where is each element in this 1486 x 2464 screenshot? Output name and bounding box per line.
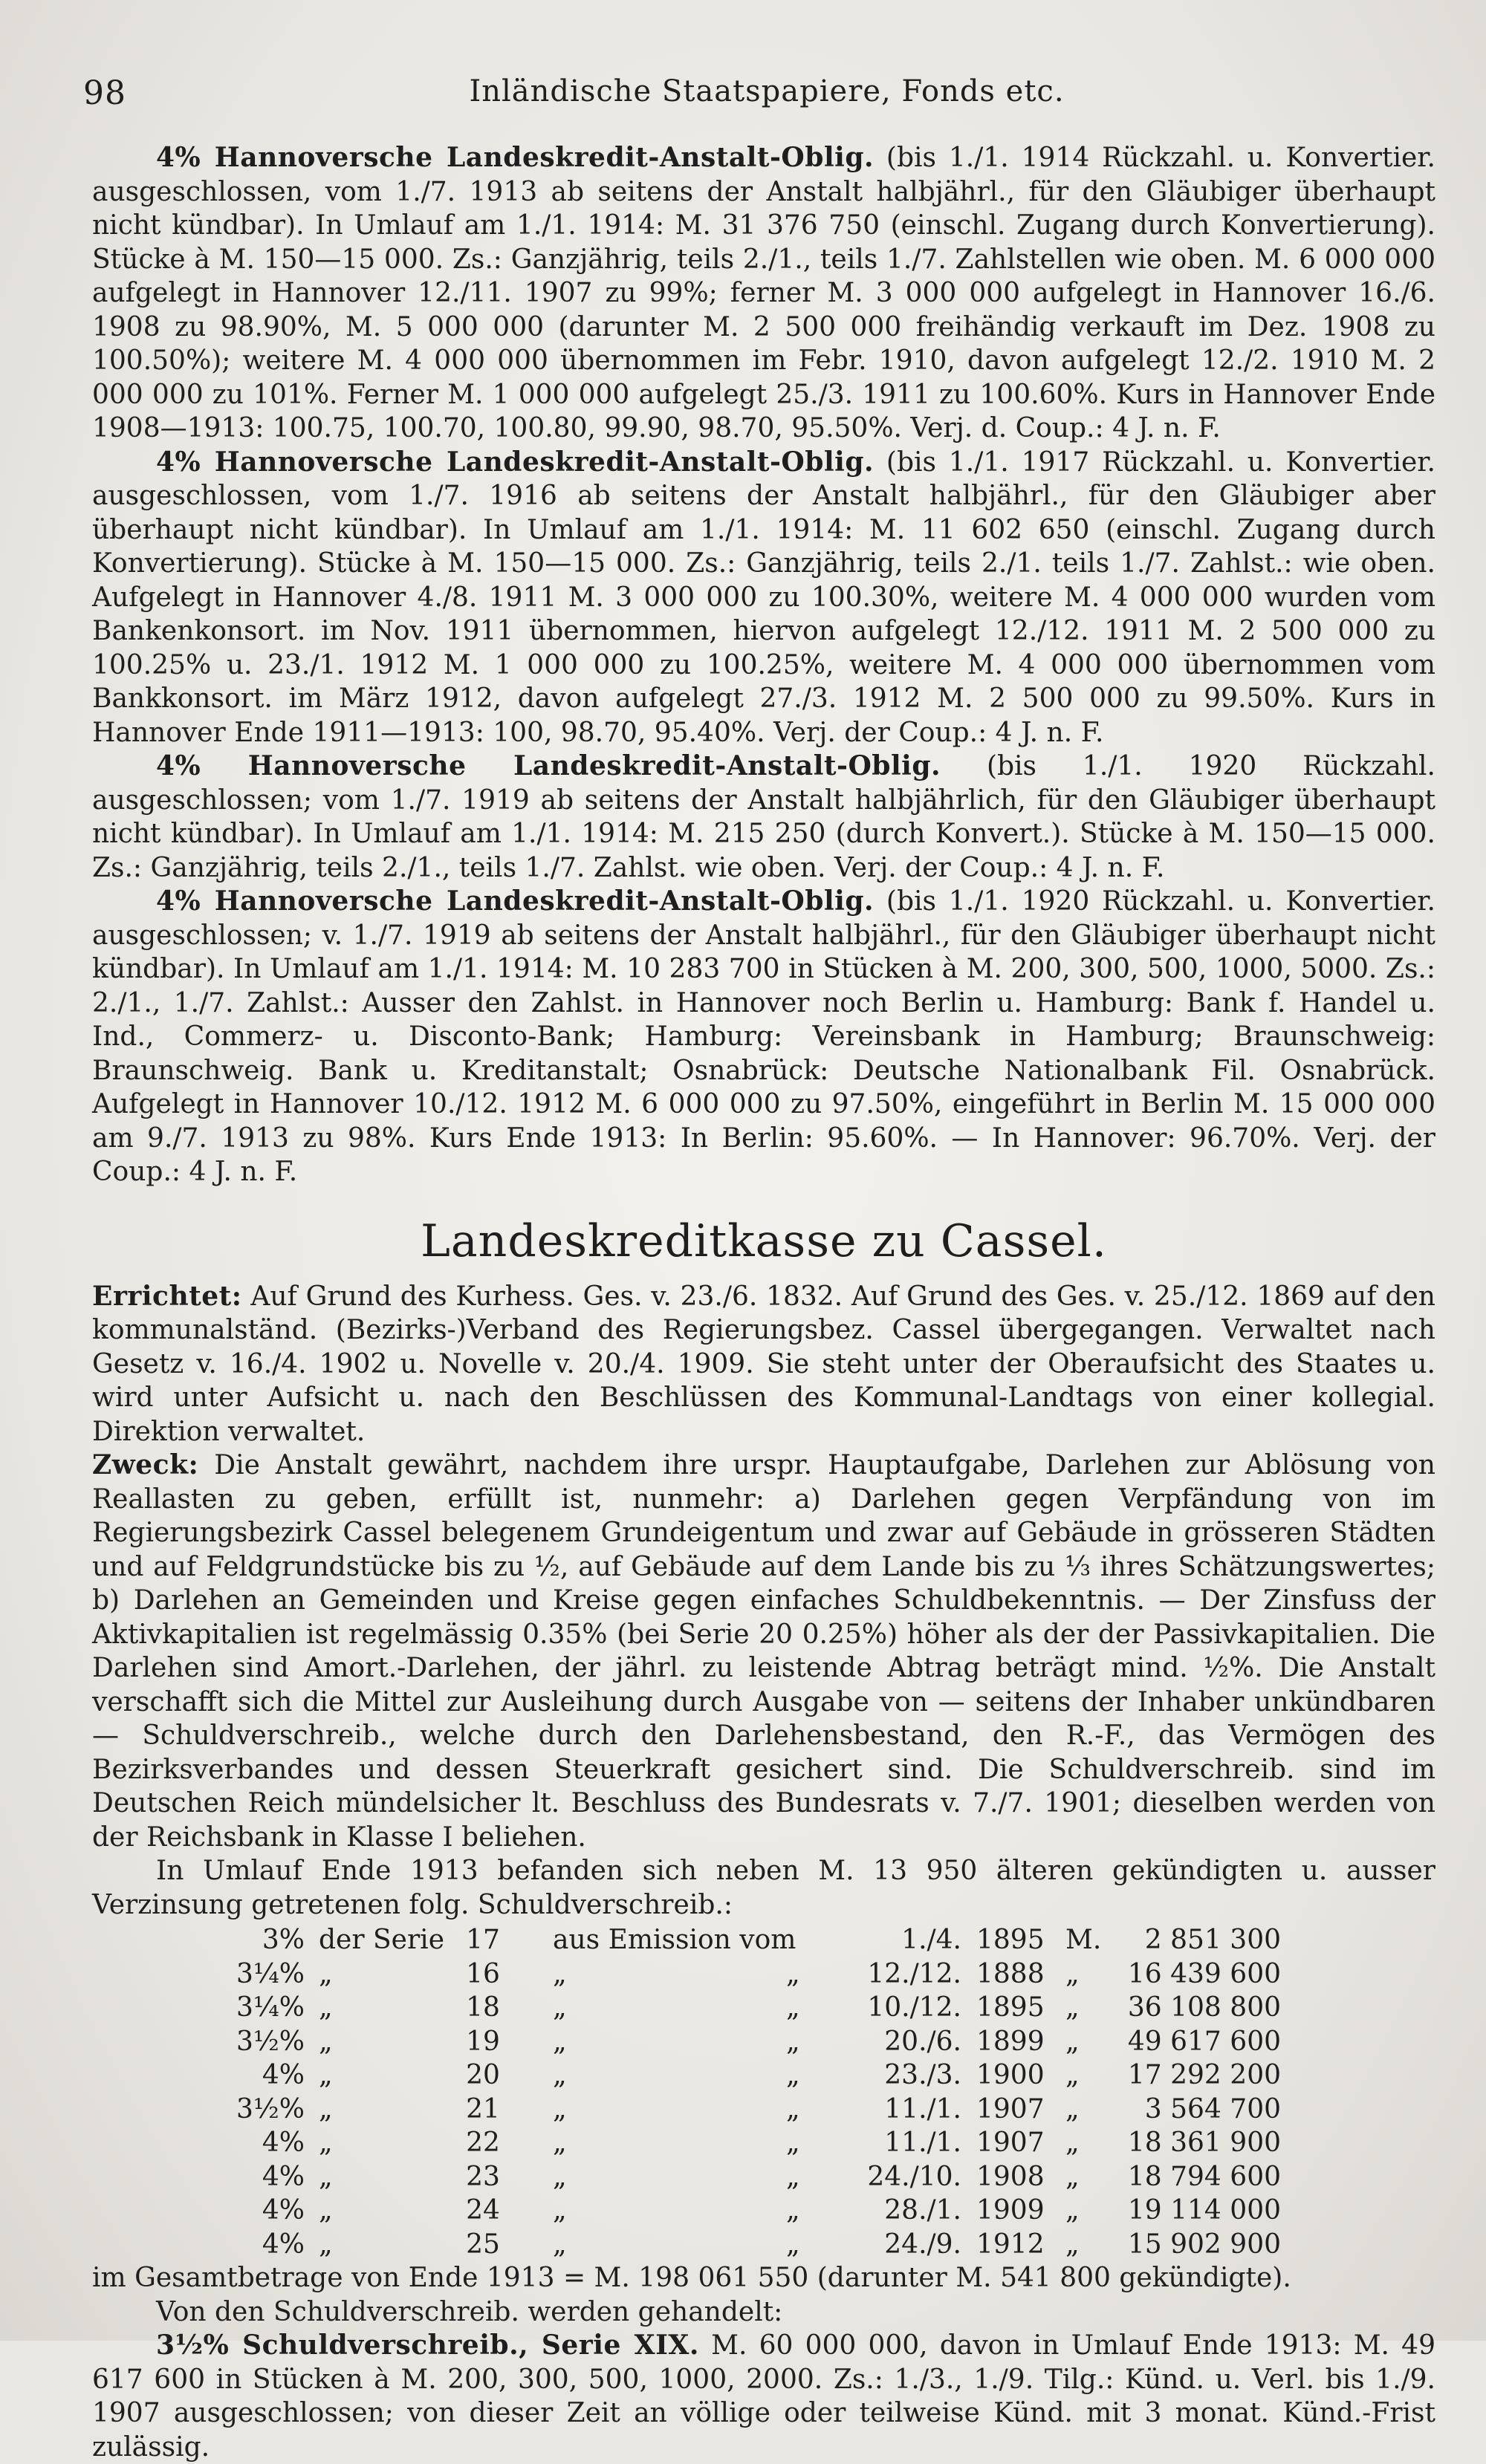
running-title: Inländische Staatspapiere, Fonds etc. [469,74,1065,108]
emission-date: 24./9. [884,2229,961,2260]
entry-paragraph [92,141,1435,446]
emission-year: 1899 [976,2026,1045,2057]
entry-body: (bis 1./1. 1917 Rückzahl. u. Konvertier. ausgeschlossen, vom 1./7. 1916 ab seitens der Anstalt halbjährl., für den Gläubiger aber überhaupt nicht kündbar). In Umlauf am 1./1. 1914: M. 11 602 650 (einschl. Zugang durch Konvertierung). Stücke à M. 150—15 000. Zs.: Ganzjährig, teils 2./1. teils 1./7. Zahlst.: wie oben. Aufgelegt in Hannover 4./8. 1911 M. 3 000 000 zu 100.30%, weitere M. 4 000 000 wurden vom Bankenkonsort. im Nov. 1911 übernommen, hiervon aufgelegt 12./12. 1911 M. 2 500 000 zu 100.25% u. 23./1. 1912 M. 1 000 000 zu 100.25%, weitere M. 4 000 000 übernommen vom Bankkonsort. im März 1912, davon aufgelegt 27./3. 1912 M. 2 500 000 zu 99.50%. Kurs in Hannover Ende 1911—1913: 100, 98.70, 95.40%. Verj. der Coup.: 4 J. n. F. [92,446,1435,748]
emission-date: 12./12. [867,1958,961,1989]
emission-source: „ [553,1992,567,2023]
emission-row [92,2093,1435,2127]
emission-ditto: „ [786,2161,800,2192]
emission-year: 1895 [976,1992,1045,2023]
emission-ditto: „ [786,2127,800,2158]
emission-source: „ [553,2127,567,2158]
emission-row [92,2228,1435,2262]
emission-source: „ [553,2161,567,2192]
emission-rate: 3% [262,1925,305,1955]
entry-title: 4% Hannoversche Landeskredit-Anstalt-Oblig. [156,750,941,781]
emission-rate: 4% [262,2195,305,2226]
emission-source: „ [553,2060,567,2090]
emission-ditto: „ [786,2195,800,2226]
serie19-paragraph [92,2329,1435,2464]
emission-currency: „ [1065,2127,1080,2158]
emission-ditto: „ [786,2060,800,2090]
entry-body: (bis 1./1. 1920 Rückzahl. ausgeschlossen; vom 1./7. 1919 ab seitens der Anstalt halbjährlich, für den Gläubiger überhaupt nicht kündbar). In Umlauf am 1./1. 1914: M. 215 250 (durch Konvert.). Stücke à M. 150—15 000. Zs.: Ganzjährig, teils 2./1., teils 1./7. Zahlst. wie oben. Verj. der Coup.: 4 J. n. F. [92,751,1435,883]
emission-row [92,1957,1435,1992]
emission-serie-word: „ [319,1992,333,2023]
emission-rate: 4% [262,2229,305,2260]
emission-year: 1907 [976,2093,1045,2125]
emission-serie-number: 19 [466,2026,500,2057]
errichtet-paragraph [92,1280,1435,1449]
emission-year: 1908 [976,2161,1045,2192]
running-head [83,74,1450,119]
section-heading: Landeskreditkasse zu Cassel. [421,1215,1107,1267]
emissions-table [92,1923,1435,2261]
page-number: 98 [83,74,126,112]
emission-date: 11./1. [884,2093,961,2125]
emission-source: „ [553,2229,567,2260]
emission-ditto: „ [786,1992,800,2023]
emission-currency: M. [1065,1925,1102,1955]
emission-amount: 16 439 600 [1127,1958,1281,1989]
emission-amount: 15 902 900 [1127,2229,1281,2260]
entry-title: 4% Hannoversche Landeskredit-Anstalt-Oblig. [156,142,875,173]
emission-rate: 4% [262,2161,305,2192]
errichtet-text: Auf Grund des Kurhess. Ges. v. 23./6. 1832. Auf Grund des Ges. v. 25./12. 1869 auf den kommunalständ. (Bezirks-)Verband des Regierungsbez. Cassel übergegangen. Verwaltet nach Gesetz v. 16./4. 1902 u. Novelle v. 20./4. 1909. Sie steht unter der Oberaufsicht des Staates u. wird unter Aufsicht u. nach den Beschlüssen des Kommunal-Landtags von einer kollegial. Direktion verwaltet. [92,1281,1435,1447]
emission-row [92,1991,1435,2025]
entry-body: (bis 1./1. 1914 Rückzahl. u. Konvertier. ausgeschlossen, vom 1./7. 1913 ab seitens der Anstalt halbjährl., für den Gläubiger überhaupt nicht kündbar). In Umlauf am 1./1. 1914: M. 31 376 750 (einschl. Zugang durch Konvertierung). Stücke à M. 150—15 000. Zs.: Ganzjährig, teils 2./1., teils 1./7. Zahlstellen wie oben. M. 6 000 000 aufgelegt in Hannover 12./11. 1907 zu 99%; ferner M. 3 000 000 aufgelegt in Hannover 16./6. 1908 zu 98.90%, M. 5 000 000 (darunter M. 2 500 000 freihändig verkauft im Dez. 1908 zu 100.50%); weitere M. 4 000 000 übernommen im Febr. 1910, davon aufgelegt 12./2. 1910 M. 2 000 000 zu 101%. Ferner M. 1 000 000 aufgelegt 25./3. 1911 zu 100.60%. Kurs in Hannover Ende 1908—1913: 100.75, 100.70, 100.80, 99.90, 98.70, 95.50%. Verj. d. Coup.: 4 J. n. F. [92,143,1435,443]
emission-rate: 3¼% [236,1958,305,1989]
emission-source: „ [553,2195,567,2226]
entry-paragraph [92,885,1435,1189]
entry-paragraph [92,750,1435,885]
emission-source: „ [553,2026,567,2057]
emission-date: 10./12. [867,1992,961,2023]
zweck-label: Zweck: [92,1449,199,1480]
emission-ditto: „ [786,1958,800,1989]
emission-date: 11./1. [884,2127,961,2158]
emission-currency: „ [1065,2093,1080,2125]
emission-serie-number: 25 [466,2229,500,2260]
emission-serie-word: „ [319,2195,333,2226]
zweck-paragraph [92,1449,1435,1854]
emission-rate: 3½% [236,2026,305,2057]
behandelt-text: Von den Schuldverschreib. werden gehandelt: [156,2296,783,2327]
emission-year: 1912 [976,2229,1045,2260]
emission-amount: 19 114 000 [1127,2195,1281,2226]
emission-rate: 3¼% [236,1992,305,2023]
emission-date: 24./10. [867,2161,961,2192]
emission-serie-number: 24 [466,2195,500,2226]
emission-amount: 2 851 300 [1144,1925,1281,1955]
emission-currency: „ [1065,2026,1080,2057]
emission-year: 1888 [976,1958,1045,1989]
emission-serie-word: „ [319,2229,333,2260]
serie19-title: 3½% Schuldverschreib., Serie XIX. [156,2330,699,2361]
emission-rate: 4% [262,2127,305,2158]
emission-serie-number: 21 [466,2093,500,2125]
emission-source: „ [553,2093,567,2125]
emission-serie-number: 22 [466,2127,500,2158]
emission-amount: 49 617 600 [1127,2026,1281,2057]
errichtet-label: Errichtet: [92,1280,242,1312]
emission-source: „ [553,1958,567,1989]
emission-serie-number: 23 [466,2161,500,2192]
emission-currency: „ [1065,2195,1080,2226]
emission-row [92,2160,1435,2194]
emission-year: 1909 [976,2195,1045,2226]
emission-year: 1900 [976,2060,1045,2090]
emission-ditto: „ [786,2229,800,2260]
emission-year: 1907 [976,2127,1045,2158]
emission-serie-number: 16 [466,1958,500,1989]
emission-row [92,2058,1435,2093]
emission-serie-number: 17 [466,1925,500,1955]
emission-amount: 18 794 600 [1127,2161,1281,2192]
emission-amount: 36 108 800 [1127,1992,1281,2023]
emission-currency: „ [1065,2060,1080,2090]
entry-paragraph [92,446,1435,750]
emission-serie-number: 18 [466,1992,500,2023]
emission-date: 1./4. [901,1925,961,1955]
emission-currency: „ [1065,2229,1080,2260]
umlauf-intro: In Umlauf Ende 1913 befanden sich neben M. 13 950 älteren gekündigten u. ausser Verzinsung getretenen folg. Schuldverschreib.: [92,1856,1435,1920]
emission-currency: „ [1065,2161,1080,2192]
emission-rate: 4% [262,2060,305,2090]
emission-row [92,2025,1435,2059]
emission-ditto: „ [786,2093,800,2125]
emission-amount: 17 292 200 [1127,2060,1281,2090]
entry-body: (bis 1./1. 1920 Rückzahl. u. Konvertier. ausgeschlossen; v. 1./7. 1919 ab seitens der Anstalt halbjährl., für den Gläubiger überhaupt nicht kündbar). In Umlauf am 1./1. 1914: M. 10 283 700 in Stücken à M. 200, 300, 500, 1000, 5000. Zs.: 2./1., 1./7. Zahlst.: Ausser den Zahlst. in Hannover noch Berlin u. Hamburg: Bank f. Handel u. Ind., Commerz- u. Disconto-Bank; Hamburg: Vereinsbank in Hamburg; Braunschweig: Braunschweig. Bank u. Kreditanstalt; Osnabrück: Deutsche Nationalbank Fil. Osnabrück. Aufgelegt in Hannover 10./12. 1912 M. 6 000 000 zu 97.50%, eingeführt in Berlin M. 15 000 000 am 9./7. 1913 zu 98%. Kurs Ende 1913: In Berlin: 95.60%. — In Hannover: 96.70%. Verj. der Coup.: 4 J. n. F. [92,886,1435,1187]
zweck-text: Die Anstalt gewährt, nachdem ihre urspr. Hauptaufgabe, Darlehen zur Ablösung von Reallasten zu geben, erfüllt ist, nunmehr: a) Darlehen gegen Verpfändung von im Regierungsbezirk Cassel belegenem Grundeigentum und zwar auf Gebäude in grösseren Städten und auf Feldgrundstücke bis zu ½, auf Gebäude auf dem Lande bis zu ⅓ ihres Schätzungswertes; b) Darlehen an Gemeinden und Kreise gegen einfaches Schuldbekenntnis. — Der Zinsfuss der Aktivkapitalien ist regelmässig 0.35% (bei Serie 20 0.25%) höher als der der Passivkapitalien. Die Darlehen sind Amort.-Darlehen, der jährl. zu leistende Abtrag beträgt mind. ½%. Die Anstalt verschafft sich die Mittel zur Ausleihung durch Ausgabe von — seitens der Inhaber unkündbaren — Schuldverschreib., welche durch den Darlehensbestand, den R.-F., das Vermögen des Bezirksverbandes und dessen Steuerkraft gesichert sind. Die Schuldverschreib. sind im Deutschen Reich mündelsicher lt. Beschluss des Bundesrats v. 7./7. 1901; dieselben werden von der Reichsbank in Klasse I beliehen. [92,1450,1435,1853]
emission-amount: 3 564 700 [1144,2093,1281,2125]
entry-title: 4% Hannoversche Landeskredit-Anstalt-Oblig. [156,446,875,478]
main-text [92,141,1435,2464]
emission-date: 20./6. [884,2026,961,2057]
emission-currency: „ [1065,1958,1080,1989]
emission-year: 1895 [976,1925,1045,1955]
gesamt-text: im Gesamtbetrage von Ende 1913 = M. 198 061 550 (darunter M. 541 800 gekündigte). [92,2263,1291,2293]
emission-rate: 3½% [236,2093,305,2125]
serie19-body: M. 60 000 000, davon in Umlauf Ende 1913: M. 49 617 600 in Stücken à M. 200, 300, 500, 1000, 2000. Zs.: 1./3., 1./9. Tilg.: Künd. u. Verl. bis 1./9. 1907 ausgeschlossen; von dieser Zeit an völlige oder teilweise Künd. mit 3 monat. Künd.-Frist zulässig. [92,2330,1435,2463]
emission-date: 23./3. [884,2060,961,2090]
entry-title: 4% Hannoversche Landeskredit-Anstalt-Oblig. [156,885,875,917]
emission-row [92,2126,1435,2160]
emission-serie-word: „ [319,2127,333,2158]
emission-serie-word: der Serie [319,1925,444,1955]
emission-serie-word: „ [319,2161,333,2192]
emission-ditto: „ [786,2026,800,2057]
emission-currency: „ [1065,1992,1080,2023]
emission-row [92,1923,1435,1957]
emission-serie-word: „ [319,2060,333,2090]
emission-date: 28./1. [884,2195,961,2226]
emission-row [92,2194,1435,2228]
emission-source: aus Emission vom [553,1925,796,1955]
emission-serie-number: 20 [466,2060,500,2090]
emission-serie-word: „ [319,1958,333,1989]
emission-serie-word: „ [319,2093,333,2125]
emission-serie-word: „ [319,2026,333,2057]
emission-amount: 18 361 900 [1127,2127,1281,2158]
